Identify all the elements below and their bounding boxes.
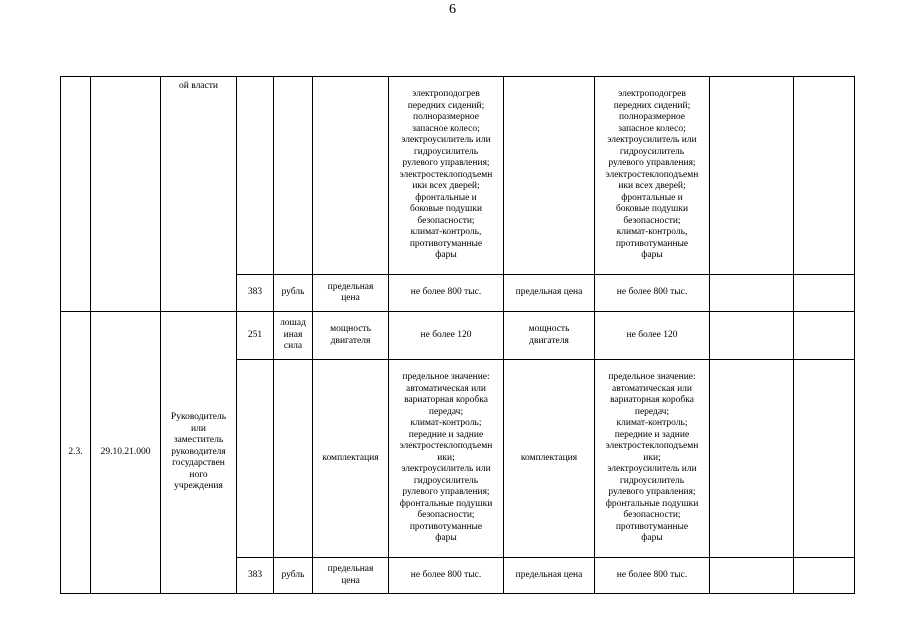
empty-cell [794,558,855,594]
characteristic-right-cell [504,77,595,275]
value-left-cell: не более 800 тыс. [389,275,504,312]
characteristic-right-cell: предельная цена [504,275,595,312]
requirements-table [60,76,855,594]
empty-cell [794,77,855,275]
characteristic-cell: мощность двигателя [313,312,389,360]
page-number: 6 [449,2,456,17]
unit-cell: рубль [274,558,313,594]
spec-left-cell: предельное значение: автоматическая или вариаторная коробка передач; климат-контроль; передние и задние электростеклоподъемн ики; электроусилитель или гидроусилитель рулевого управления; фронтальные подушки безопасности; противотуманные фары [389,360,504,558]
value-left-cell: не более 800 тыс. [389,558,504,594]
unit-cell [274,77,313,275]
okpd-code-cell [91,77,161,312]
empty-cell [794,360,855,558]
value-left-cell: не более 120 [389,312,504,360]
characteristic-cell: предельная цена [313,275,389,312]
okpd-code-cell: 29.10.21.000 [91,312,161,594]
empty-cell [710,360,794,558]
okei-code-cell: 383 [237,558,274,594]
okei-code-cell: 383 [237,275,274,312]
spec-right-cell: электроподогрев передних сидений; полноразмерное запасное колесо; электроусилитель или гидроусилитель рулевого управления; электростеклоподъемн ики всех дверей; фронтальные и боковые подушки безопасности; климат-контроль, противотуманные фары [595,77,710,275]
spec-right-cell: предельное значение: автоматическая или вариаторная коробка передач; климат-контроль; передние и задние электростеклоподъемн ики; электроусилитель или гидроусилитель рулевого управления; фронтальные подушки безопасности; противотуманные фары [595,360,710,558]
empty-cell [710,312,794,360]
empty-cell [710,558,794,594]
table-row [61,77,855,275]
unit-cell [274,360,313,558]
characteristic-right-cell: мощность двигателя [504,312,595,360]
row-number-cell [61,77,91,312]
empty-cell [794,312,855,360]
unit-cell: лошад иная сила [274,312,313,360]
characteristic-right-cell: предельная цена [504,558,595,594]
empty-cell [794,275,855,312]
value-right-cell: не более 120 [595,312,710,360]
characteristic-cell: комплектация [313,360,389,558]
row-number-cell: 2.3. [61,312,91,594]
okei-code-cell: 251 [237,312,274,360]
value-right-cell: не более 800 тыс. [595,275,710,312]
table-row [61,312,855,360]
category-cell: Руководитель или заместитель руководителя государствен ного учреждения [161,312,237,594]
characteristic-right-cell: комплектация [504,360,595,558]
empty-cell [710,275,794,312]
characteristic-cell: предельная цена [313,558,389,594]
empty-cell [710,77,794,275]
characteristic-cell [313,77,389,275]
value-right-cell: не более 800 тыс. [595,558,710,594]
okei-code-cell [237,360,274,558]
category-cell: ой власти [161,77,237,312]
spec-left-cell: электроподогрев передних сидений; полноразмерное запасное колесо; электроусилитель или гидроусилитель рулевого управления; электростеклоподъемн ики всех дверей; фронтальные и боковые подушки безопасности; климат-контроль, противотуманные фары [389,77,504,275]
unit-cell: рубль [274,275,313,312]
okei-code-cell [237,77,274,275]
